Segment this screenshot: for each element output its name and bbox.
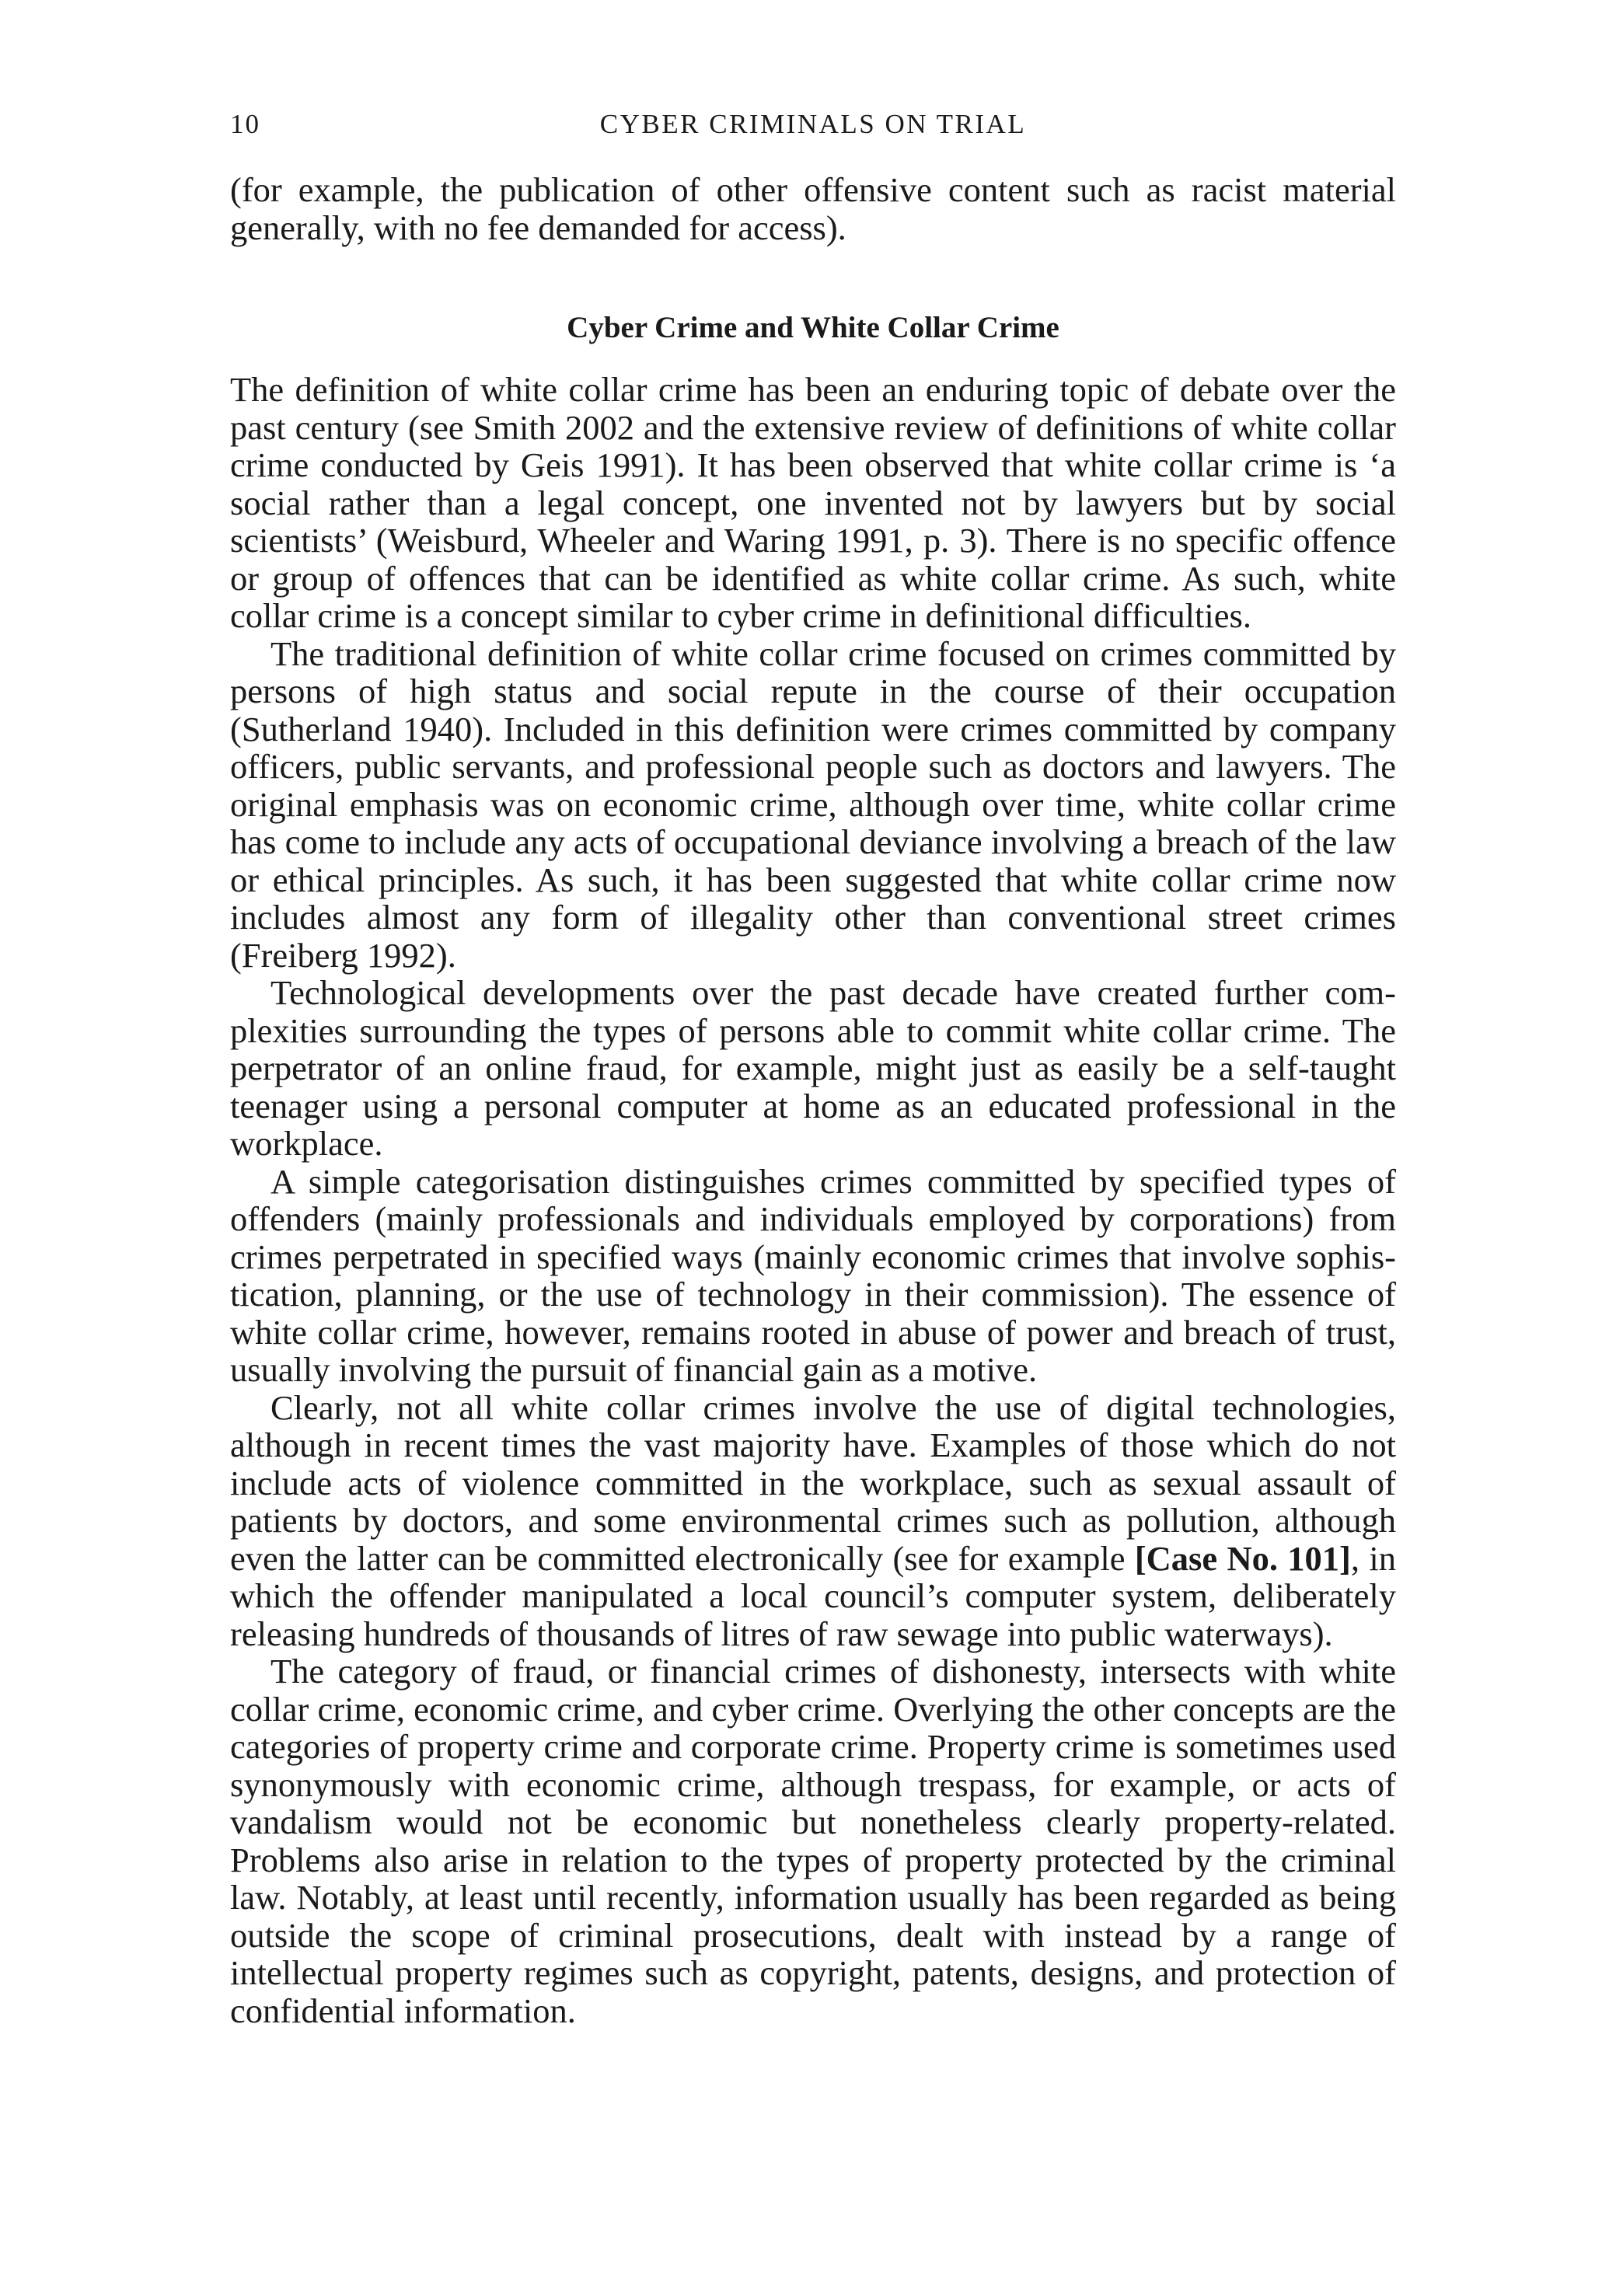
opening-paragraph: (for example, the publication of other offensive content such as racist material generally, with no fee demanded for access).	[230, 170, 1396, 247]
running-head	[230, 101, 1396, 148]
paragraph-6: The category of fraud, or financial crimes of dishonesty, intersects with white collar crime, economic crime, and cyber crime. Overlying the other concepts are the categories of property crime and corporate crime. Property crime is sometimes used synonymously with economic crime, although trespass, for example, or acts of vandalism would not be economic but nonetheless clearly property-related. Problems also arise in relation to the types of property protected by the criminal law. Notably, at least until recently, information usually has been regarded as being outside the scope of criminal prosecutions, dealt with instead by a range of intellectual property regimes such as copyright, patents, designs, and protection of confidential information.	[230, 1652, 1396, 2030]
body-text	[230, 171, 1396, 2029]
running-title: CYBER CRIMINALS ON TRIAL	[599, 109, 1027, 139]
paragraph-3: Technological developments over the past decade have created further complexities surrounding the types of persons able to commit white collar crime. The perpetrator of an online fraud, for example, might just as easily be a self-taught teenager using a personal computer at home as an educated professional in the workplace.	[230, 973, 1396, 1163]
page-number: 10	[230, 109, 260, 139]
paragraph-5	[230, 1389, 1396, 1653]
paragraph-2: The traditional definition of white collar crime focused on crimes committed by persons of high status and social repute in the course of their occupation (Sutherland 1940). Included in this definition were crimes committed by company officers, public servants, and professional people such as doctors and lawyers. The original emphasis was on economic crime, although over time, white collar crime has come to include any acts of occupational deviance involving a breach of the law or ethical principles. As such, it has been suggested that white collar crime now includes almost any form of illegality other than conventional street crimes (Freiberg 1992).	[230, 633, 1396, 975]
paragraph-1: The definition of white collar crime has been an enduring topic of debate over the past century (see Smith 2002 and the extensive review of definitions of white collar crime conducted by Geis 1991). It has been observed that white collar crime is ‘a social rather than a legal concept, one invented not by lawyers but by social scientists’ (Weisburd, Wheeler and Waring 1991, p. 3). There is no specific offence or group of offences that can be identified as white collar crime. As such, white collar crime is a concept similar to cyber crime in definitional difficulties.	[230, 370, 1396, 635]
case-reference: [Case No. 101]	[1134, 1538, 1351, 1578]
paragraph-5-text-after: , in which the offender manipulated a local council’s computer system, deliberately releasing hundreds of thousands of litres of raw sewage into public waterways).	[230, 1538, 1396, 1653]
section-heading: Cyber Crime and White Collar Crime	[567, 311, 1059, 344]
paragraph-4: A simple categorisation distinguishes crimes committed by specified types of offenders (mainly professionals and individuals employed by corporations) from crimes perpetrated in specified ways (mainly economic crimes that involve sophistication, planning, or the use of technology in their commission). The essence of white collar crime, however, remains rooted in abuse of power and breach of trust, usually involving the pursuit of financial gain as a motive.	[230, 1161, 1396, 1389]
paragraph-5-text-before: Clearly, not all white collar crimes involve the use of digital technologies, although in recent times the vast majority have. Examples of those which do not include acts of violence committed in the workplace, such as sexual assault of patients by doctors, and some environmental crimes such as pollution, although even the latter can be committed electronically (see for example	[230, 1387, 1396, 1578]
book-page	[230, 101, 1396, 2029]
